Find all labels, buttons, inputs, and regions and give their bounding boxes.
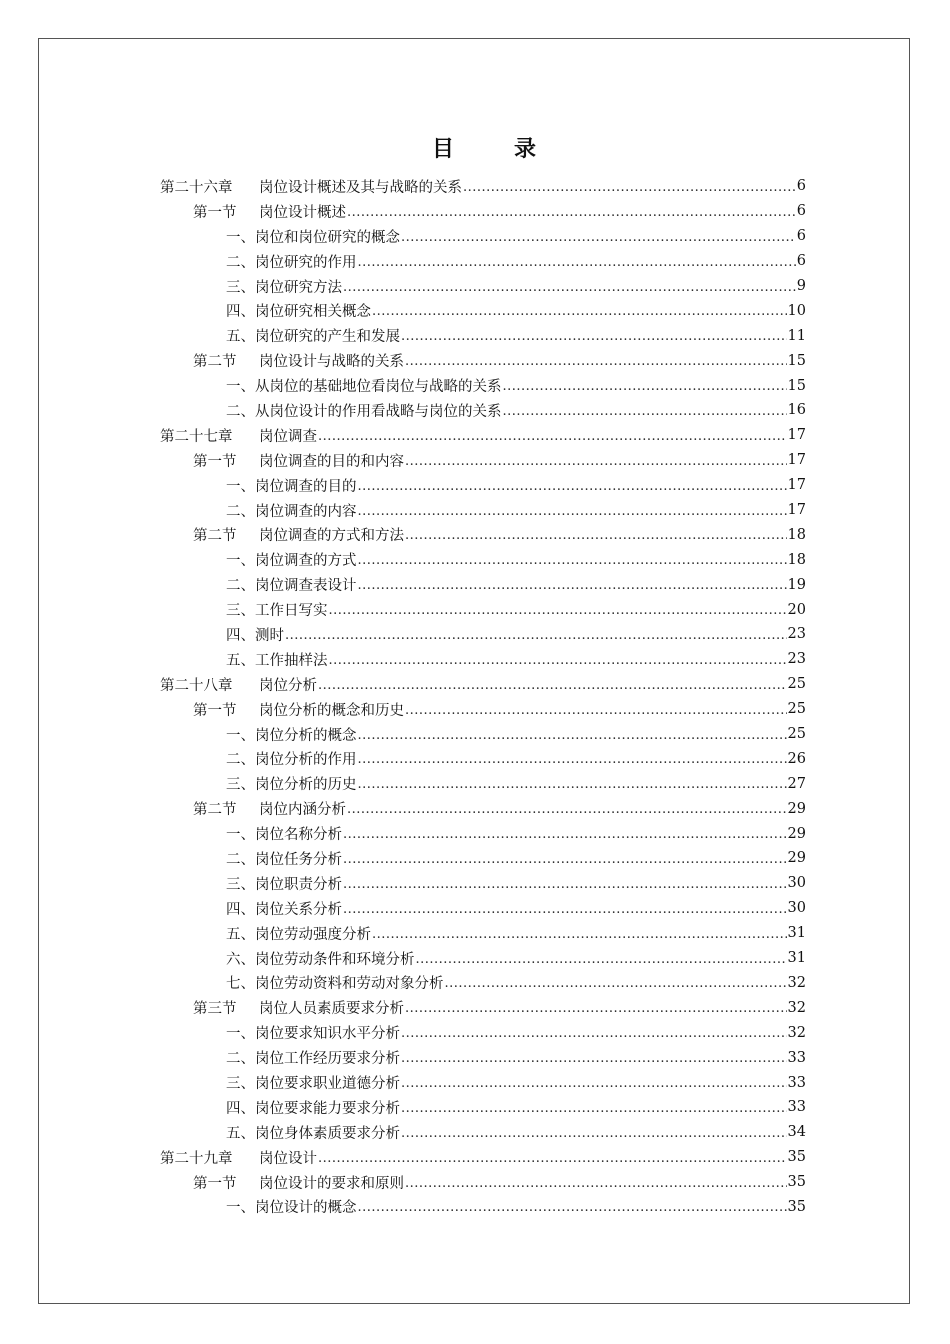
- toc-entry-page-number: 11: [787, 327, 806, 344]
- toc-entry[interactable]: [160, 174, 806, 199]
- toc-entry-title: 岗位调查的内容: [255, 503, 357, 520]
- toc-entry-page-number: 6: [796, 228, 806, 245]
- toc-dot-leader: [343, 903, 787, 916]
- toc-entry-page-number: 6: [796, 253, 806, 270]
- toc-dot-leader: [405, 1177, 787, 1190]
- toc-dot-leader: [343, 853, 787, 866]
- toc-entry-title: 岗位分析: [259, 677, 317, 694]
- toc-entry[interactable]: [160, 1120, 806, 1145]
- toc-entry-title: 岗位调查表设计: [255, 578, 357, 595]
- toc-entry-title: 岗位研究相关概念: [255, 304, 371, 321]
- toc-entry-title: 从岗位的基础地位看岗位与战略的关系: [255, 379, 502, 396]
- toc-entry-label: 四、: [226, 304, 255, 321]
- toc-entry[interactable]: [160, 672, 806, 697]
- toc-entry-label: 一、: [226, 1026, 255, 1043]
- toc-dot-leader: [358, 1201, 787, 1214]
- toc-dot-leader: [416, 953, 787, 966]
- toc-entry-page-number: 18: [787, 526, 806, 543]
- toc-entry[interactable]: [160, 771, 806, 796]
- toc-entry-page-number: 32: [787, 1024, 806, 1041]
- toc-entry[interactable]: [160, 871, 806, 896]
- toc-entry-title: 岗位和岗位研究的概念: [255, 229, 400, 246]
- toc-entry-page-number: 25: [787, 676, 806, 693]
- toc-entry-title: 从岗位设计的作用看战略与岗位的关系: [255, 403, 502, 420]
- toc-entry-page-number: 30: [787, 875, 806, 892]
- toc-dot-leader: [401, 1077, 787, 1090]
- toc-entry-page-number: 6: [796, 203, 806, 220]
- toc-entry-label: 第二十九章: [160, 1150, 233, 1167]
- toc-entry-title: 岗位研究方法: [255, 279, 342, 296]
- toc-entry[interactable]: [160, 597, 806, 622]
- toc-dot-leader: [343, 878, 787, 891]
- toc-entry-label: 第二十七章: [160, 428, 233, 445]
- toc-entry-title: 岗位要求能力要求分析: [255, 1100, 400, 1117]
- toc-entry-label: 三、: [226, 1076, 255, 1092]
- toc-entry-page-number: 18: [787, 551, 806, 568]
- toc-entry-label: 二、: [226, 851, 255, 868]
- toc-entry-title: 岗位设计概述: [259, 204, 346, 221]
- toc-entry-label: 第二十八章: [160, 677, 233, 694]
- toc-entry[interactable]: [160, 1145, 806, 1170]
- toc-entry-page-number: 26: [787, 750, 806, 767]
- toc-entry-label: 五、: [226, 652, 255, 669]
- toc-entry-page-number: 25: [787, 701, 806, 718]
- toc-entry[interactable]: [160, 821, 806, 846]
- toc-entry[interactable]: [160, 1020, 806, 1045]
- toc-entry-page-number: 33: [787, 1074, 806, 1091]
- toc-entry-page-number: 31: [787, 950, 806, 967]
- toc-dot-leader: [347, 803, 787, 816]
- toc-entry-label: 二、: [226, 254, 255, 271]
- toc-dot-leader: [463, 181, 796, 194]
- toc-entry-page-number: 17: [787, 427, 806, 444]
- toc-entry-page-number: 33: [787, 1049, 806, 1066]
- toc-entry[interactable]: [160, 746, 806, 771]
- toc-dot-leader: [401, 1127, 787, 1140]
- toc-entry-title: 岗位工作经历要求分析: [255, 1051, 400, 1068]
- toc-entry-page-number: 32: [787, 999, 806, 1016]
- toc-dot-leader: [405, 455, 787, 468]
- toc-entry-title: 岗位关系分析: [255, 901, 342, 918]
- toc-entry[interactable]: [160, 323, 806, 348]
- toc-entry-page-number: 23: [787, 651, 806, 668]
- toc-entry-label: 第一节: [193, 453, 237, 470]
- toc-entry-label: 第一节: [193, 702, 237, 719]
- toc-entry-title: 岗位分析的作用: [255, 752, 357, 769]
- toc-dot-leader: [372, 928, 787, 941]
- toc-entry-title: 岗位调查的目的: [255, 478, 357, 495]
- toc-entry-title: 岗位研究的产生和发展: [255, 329, 400, 346]
- toc-entry-title: 岗位研究的作用: [255, 254, 357, 271]
- toc-entry[interactable]: [160, 722, 806, 747]
- toc-entry-title: 岗位要求知识水平分析: [255, 1026, 400, 1043]
- toc-dot-leader: [358, 480, 787, 493]
- toc-entry[interactable]: [160, 398, 806, 423]
- toc-entry-page-number: 31: [787, 925, 806, 942]
- toc-entry-title: 岗位名称分析: [255, 827, 342, 844]
- toc-entry-title: 工作日写实: [255, 603, 328, 620]
- toc-dot-leader: [503, 405, 787, 418]
- toc-dot-leader: [358, 729, 787, 742]
- toc-entry[interactable]: [160, 622, 806, 647]
- toc-entry-label: 六、: [226, 951, 255, 968]
- toc-entry-label: 四、: [226, 901, 255, 918]
- toc-list: [160, 174, 806, 1219]
- toc-entry-page-number: 33: [787, 1099, 806, 1116]
- toc-entry[interactable]: [160, 498, 806, 523]
- toc-dot-leader: [372, 305, 787, 318]
- toc-entry-page-number: 35: [787, 1174, 806, 1191]
- toc-entry-title: 岗位人员素质要求分析: [259, 1001, 404, 1018]
- toc-dot-leader: [347, 206, 796, 219]
- toc-entry-page-number: 32: [787, 974, 806, 991]
- toc-entry-page-number: 15: [787, 377, 806, 394]
- toc-entry-label: 第二节: [193, 802, 237, 819]
- toc-entry-label: 五、: [226, 329, 255, 346]
- toc-entry-label: 第二节: [193, 354, 237, 371]
- toc-entry[interactable]: [160, 1095, 806, 1120]
- toc-entry-page-number: 17: [787, 502, 806, 519]
- toc-entry-label: 第一节: [193, 204, 237, 221]
- toc-entry-title: 测时: [255, 627, 284, 644]
- toc-entry-title: 岗位调查: [259, 428, 317, 445]
- toc-entry-label: 第一节: [193, 1175, 237, 1192]
- toc-entry-page-number: 23: [787, 626, 806, 643]
- toc-entry-page-number: 20: [787, 601, 806, 618]
- toc-entry[interactable]: [160, 971, 806, 996]
- toc-dot-leader: [401, 1102, 787, 1115]
- toc-entry-page-number: 17: [787, 452, 806, 469]
- toc-entry[interactable]: [160, 1045, 806, 1070]
- toc-entry-title: 岗位设计的要求和原则: [259, 1175, 404, 1192]
- toc-entry[interactable]: [160, 1070, 806, 1095]
- toc-entry-title: 岗位劳动强度分析: [255, 926, 371, 943]
- toc-entry-page-number: 16: [787, 402, 806, 419]
- toc-entry-page-number: 35: [787, 1198, 806, 1215]
- toc-entry-label: 一、: [226, 379, 255, 396]
- toc-entry[interactable]: [160, 921, 806, 946]
- toc-dot-leader: [358, 256, 796, 269]
- toc-entry[interactable]: [160, 1170, 806, 1195]
- toc-dot-leader: [318, 679, 787, 692]
- toc-entry-page-number: 15: [787, 352, 806, 369]
- toc-dot-leader: [318, 430, 787, 443]
- toc-entry-label: 一、: [226, 1200, 255, 1217]
- toc-entry-page-number: 9: [796, 278, 806, 294]
- toc-entry-page-number: 17: [787, 477, 806, 494]
- toc-entry[interactable]: [160, 647, 806, 672]
- toc-entry[interactable]: [160, 1195, 806, 1220]
- toc-entry[interactable]: [160, 846, 806, 871]
- toc-entry[interactable]: [160, 274, 806, 299]
- toc-entry-label: 四、: [226, 627, 255, 644]
- toc-dot-leader: [401, 330, 787, 343]
- toc-entry-label: 一、: [226, 727, 255, 744]
- toc-entry-page-number: 29: [787, 800, 806, 817]
- toc-dot-leader: [343, 281, 796, 294]
- toc-dot-leader: [401, 231, 796, 244]
- toc-dot-leader: [401, 1027, 787, 1040]
- toc-title: [0, 132, 950, 163]
- toc-entry[interactable]: [160, 547, 806, 572]
- toc-entry-title: 岗位设计的概念: [255, 1200, 357, 1217]
- toc-entry[interactable]: [160, 448, 806, 473]
- toc-dot-leader: [285, 629, 787, 642]
- toc-entry-title: 岗位劳动资料和劳动对象分析: [255, 976, 444, 993]
- toc-entry-page-number: 19: [787, 576, 806, 593]
- toc-entry-label: 第三节: [193, 1001, 237, 1018]
- toc-entry[interactable]: [160, 298, 806, 323]
- toc-entry-label: 四、: [226, 1100, 255, 1117]
- toc-entry[interactable]: [160, 995, 806, 1020]
- toc-dot-leader: [405, 529, 787, 542]
- toc-entry-label: 七、: [226, 976, 255, 993]
- toc-dot-leader: [358, 554, 787, 567]
- toc-entry-label: 二、: [226, 403, 255, 420]
- toc-entry-page-number: 34: [787, 1124, 806, 1141]
- toc-entry-label: 二、: [226, 503, 255, 520]
- toc-entry-label: 一、: [226, 478, 255, 495]
- toc-entry-title: 岗位内涵分析: [259, 802, 346, 819]
- toc-entry-label: 三、: [226, 279, 255, 296]
- toc-entry[interactable]: [160, 796, 806, 821]
- toc-entry[interactable]: [160, 572, 806, 597]
- toc-entry-title: 岗位分析的概念: [255, 727, 357, 744]
- toc-entry-label: 三、: [226, 777, 255, 794]
- toc-entry-label: 第二节: [193, 528, 237, 545]
- toc-entry-title: 岗位设计概述及其与战略的关系: [259, 179, 462, 196]
- toc-entry-label: 三、: [226, 603, 255, 620]
- toc-entry-title: 岗位劳动条件和环境分析: [255, 951, 415, 968]
- toc-entry-label: 一、: [226, 229, 255, 246]
- toc-entry-label: 二、: [226, 1051, 255, 1068]
- toc-dot-leader: [405, 355, 787, 368]
- toc-entry-label: 一、: [226, 553, 255, 570]
- toc-entry-label: 五、: [226, 1125, 255, 1142]
- toc-entry-title: 工作抽样法: [255, 652, 328, 669]
- toc-entry-page-number: 6: [796, 178, 806, 195]
- toc-entry-label: 第二十六章: [160, 179, 233, 196]
- toc-entry-title: 岗位调查的目的和内容: [259, 453, 404, 470]
- toc-entry[interactable]: [160, 348, 806, 373]
- toc-dot-leader: [405, 1002, 787, 1015]
- toc-entry-page-number: 30: [787, 900, 806, 917]
- toc-entry-title: 岗位分析的历史: [255, 777, 357, 794]
- toc-entry[interactable]: [160, 373, 806, 398]
- toc-dot-leader: [358, 753, 787, 766]
- toc-entry[interactable]: [160, 946, 806, 971]
- toc-entry-label: 二、: [226, 752, 255, 769]
- toc-entry-title: 岗位设计与战略的关系: [259, 354, 404, 371]
- toc-dot-leader: [318, 1152, 787, 1165]
- toc-entry[interactable]: [160, 423, 806, 448]
- toc-entry-page-number: 29: [787, 825, 806, 842]
- toc-entry[interactable]: [160, 522, 806, 547]
- toc-entry-page-number: 27: [787, 775, 806, 792]
- toc-title-char-1: 目: [431, 136, 454, 162]
- toc-dot-leader: [405, 704, 787, 717]
- toc-entry-title: 岗位任务分析: [255, 851, 342, 868]
- toc-dot-leader: [329, 654, 787, 667]
- toc-entry[interactable]: [160, 199, 806, 224]
- toc-entry-page-number: 25: [787, 726, 806, 743]
- toc-entry-title: 岗位要求职业道德分析: [255, 1076, 400, 1092]
- toc-entry[interactable]: [160, 473, 806, 498]
- toc-entry-page-number: 35: [787, 1149, 806, 1166]
- toc-entry-label: 三、: [226, 876, 255, 893]
- toc-entry-title: 岗位设计: [259, 1150, 317, 1167]
- toc-entry-page-number: 29: [787, 850, 806, 867]
- toc-entry-title: 岗位职责分析: [255, 876, 342, 893]
- toc-entry[interactable]: [160, 697, 806, 722]
- toc-dot-leader: [358, 579, 787, 592]
- toc-entry-title: 岗位身体素质要求分析: [255, 1125, 400, 1142]
- toc-dot-leader: [343, 828, 787, 841]
- toc-dot-leader: [329, 604, 787, 617]
- toc-entry-label: 五、: [226, 926, 255, 943]
- toc-entry-page-number: 10: [787, 302, 806, 319]
- toc-entry-title: 岗位调查的方式和方法: [259, 528, 404, 545]
- toc-entry[interactable]: [160, 896, 806, 921]
- toc-entry-title: 岗位分析的概念和历史: [259, 702, 404, 719]
- toc-dot-leader: [358, 778, 787, 791]
- toc-dot-leader: [358, 505, 787, 518]
- toc-title-char-2: 录: [514, 136, 537, 162]
- toc-entry-title: 岗位调查的方式: [255, 553, 357, 570]
- toc-entry-label: 一、: [226, 827, 255, 844]
- toc-dot-leader: [401, 1052, 787, 1065]
- toc-entry[interactable]: [160, 224, 806, 249]
- toc-dot-leader: [445, 977, 787, 990]
- toc-dot-leader: [503, 380, 787, 393]
- toc-entry[interactable]: [160, 249, 806, 274]
- toc-entry-label: 二、: [226, 578, 255, 595]
